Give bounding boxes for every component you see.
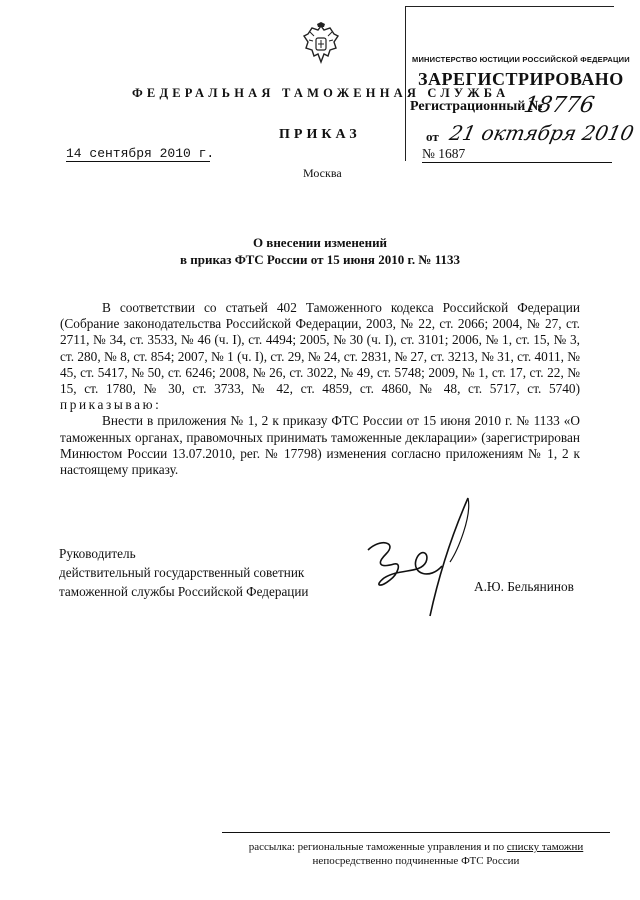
title-line-1: О внесении изменений [252, 235, 388, 250]
signatory-title [59, 544, 308, 601]
signer-name: А.Ю. Бельянинов [474, 579, 574, 594]
agency-name: ФЕДЕРАЛЬНАЯ ТАМОЖЕННАЯ СЛУЖБА [132, 86, 510, 100]
coat-of-arms-emblem [300, 22, 342, 68]
paragraph-1-text: В соответствии со статьей 402 Таможенного кодекса Российской Федерации (Собрание законодательства Российской Федерации, 2003, № 22, ст. 2066; 2004, № 27, ст. 2711, № 34, ст. 3533, № 46 (ч. I), ст. 4494; 2005, № 30 (ч. I), ст. 3101; 2006, № 1, ст. 15, № 3, ст. 280, № 8, ст. 854; 2007, № 1 (ч. I), ст. 29, № 24, ст. 2831, № 27, ст. 3213, № 31, ст. 4011, № 45, ст. 5417, № 50, ст. 6246; 2008, № 26, ст. 3022, № 49, ст. 5748; 2009, № 1, ст. 17, ст. 22, № 15, ст. 1780, № 30, ст. 3733, № 42, ст. 4859, ст. 4860, № 48, ст. 5717, ст. 5740) [60, 300, 580, 397]
stamp-reg-label: Регистрационный № [410, 99, 543, 114]
stamp-date-handwritten: 21 октября 2010 [447, 121, 637, 145]
handwritten-signature [350, 490, 530, 620]
stamp-registered: ЗАРЕГИСТРИРОВАНО [418, 69, 624, 89]
stamp-date-label: от [426, 129, 439, 144]
order-number: № 1687 [422, 146, 612, 163]
signatory-line-1: Руководитель [59, 546, 136, 561]
order-word: приказываю: [60, 397, 162, 413]
order-date: 14 сентября 2010 г. [66, 146, 215, 161]
paragraph-1 [60, 300, 580, 413]
distribution-rule [222, 832, 610, 833]
stamp-reg-number: 18776 [521, 93, 597, 118]
city: Москва [303, 166, 342, 180]
signatory-line-3: таможенной службы Российской Федерации [59, 584, 309, 599]
registration-stamp [405, 6, 637, 161]
distribution-list [222, 840, 610, 868]
stamp-ministry: МИНИСТЕРСТВО ЮСТИЦИИ РОССИЙСКОЙ ФЕДЕРАЦИИ [412, 55, 630, 64]
signatory-line-2: действительный государственный советник [59, 565, 305, 580]
distribution-line-1 [222, 840, 610, 854]
title-line-2: в приказ ФТС России от 15 июня 2010 г. № 1133 [180, 252, 460, 267]
doc-type: ПРИКАЗ [279, 127, 361, 142]
document-title [100, 234, 540, 268]
distribution-link: списку таможни [506, 841, 584, 853]
paragraph-2: Внести в приложения № 1, 2 к приказу ФТС России от 15 июня 2010 г. № 1133 «О таможенных органах, правомочных принимать таможенные декларации» (зарегистрирован Минюстом России 13.07.2010, рег. № 17798) изменения согласно приложениям № 1, 2 к настоящему приказу. [60, 413, 580, 478]
distribution-line-2: непосредственно подчиненные ФТС России [312, 855, 520, 867]
document-body [60, 300, 580, 478]
distribution-prefix: рассылка: региональные таможенные управления и по [248, 841, 507, 853]
